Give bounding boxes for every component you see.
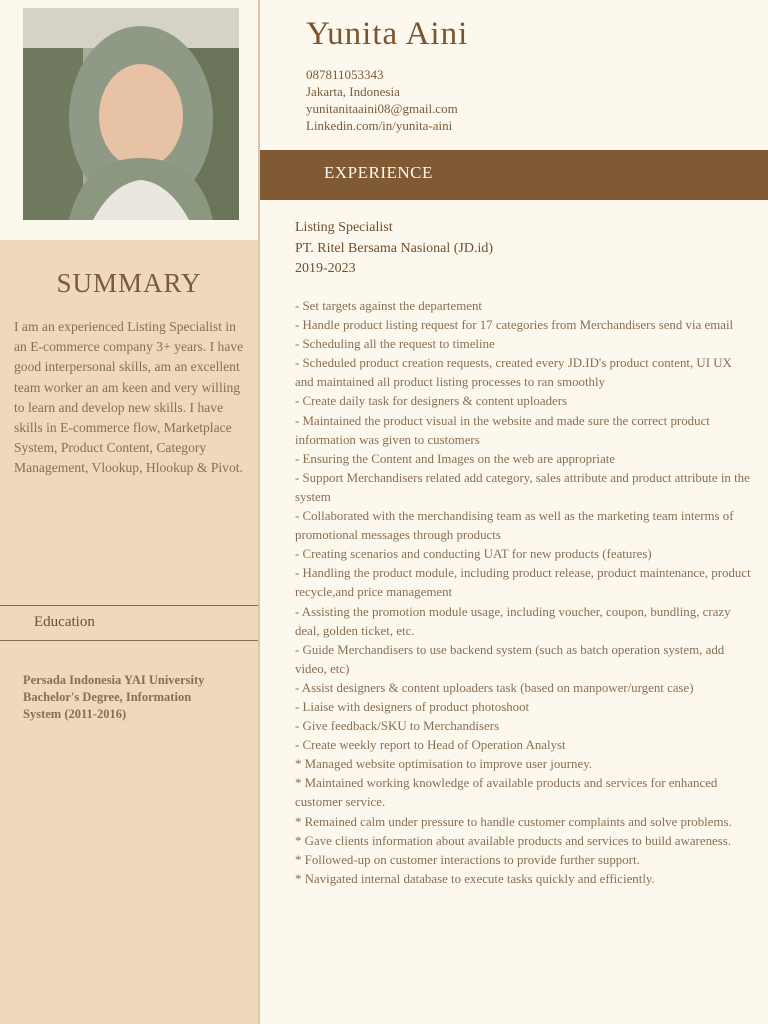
education-details [23,672,248,723]
linkedin-url: Linkedin.com/in/yunita-aini [306,118,453,133]
job-period: 2019-2023 [295,261,356,276]
duty-item: * Navigated internal database to execute tasks quickly and efficiently. [295,871,655,886]
education-bar [0,605,258,641]
education-line: Bachelor's Degree, Information [23,690,192,704]
summary-heading: SUMMARY [56,268,202,298]
contact-info [306,66,458,134]
experience-bar [260,150,768,200]
duty-item: - Handle product listing request for 17 categories from Merchandisers send via email [295,318,734,333]
duty-item: - Maintained the product visual in the website and made sure the correct product information was given to customers [295,413,710,447]
duty-item: - Create weekly report to Head of Operation Analyst [295,738,566,753]
education-heading: Education [34,614,95,630]
duty-item: * Followed-up on customer interactions to provide further support. [295,852,640,867]
duty-item: - Handling the product module, including product release, product maintenance, product recycle,and price management [295,566,751,600]
email-address: yunitanitaaini08@gmail.com [306,101,458,116]
duty-item: - Give feedback/SKU to Merchandisers [295,719,500,734]
profile-photo [23,8,239,220]
duty-item: - Create daily task for designers & content uploaders [295,394,568,409]
duty-item: - Creating scenarios and conducting UAT for new products (features) [295,547,652,562]
job-role: Listing Specialist [295,220,393,235]
phone-number: 087811053343 [306,67,384,82]
duty-item: - Assisting the promotion module usage, including voucher, coupon, bundling, crazy deal, golden ticket, etc. [295,604,731,638]
experience-heading: EXPERIENCE [324,163,433,182]
duty-item: - Scheduled product creation requests, created every JD.ID's product content, UI UX and maintained all product listing processes to ran smoothly [295,356,732,390]
left-column [0,0,258,1024]
education-line: System (2011-2016) [23,707,127,721]
duty-item: - Assist designers & content uploaders task (based on manpower/urgent case) [295,680,694,695]
job-company: PT. Ritel Bersama Nasional (JD.id) [295,240,494,256]
duty-item: - Set targets against the departement [295,299,482,313]
duty-item: * Managed website optimisation to improve user journey. [295,757,593,772]
duty-item: - Scheduling all the request to timeline [295,337,495,352]
duty-item: * Maintained working knowledge of available products and services for enhanced customer service. [295,776,718,810]
duty-item: - Liaise with designers of product photoshoot [295,699,530,714]
candidate-name: Yunita Aini [306,16,469,52]
summary-text: I am an experienced Listing Specialist in an E-commerce company 3+ years. I have good interpersonal skills, am an excellent team worker an am keen and very willing to learn and develop new skills. I have skills in E-commerce flow, Marketplace System, Product Content, Category Management, Vlookup, Hlookup & Pivot. [14,319,244,476]
location: Jakarta, Indonesia [306,84,400,99]
duty-item: * Remained calm under pressure to handle customer complaints and solve problems. [295,814,732,829]
duty-item: - Guide Merchandisers to use backend system (such as batch operation system, add video, etc) [295,642,725,676]
job-header [295,218,493,280]
duty-item: - Collaborated with the merchandising team as well as the marketing team interms of promotional messages through products [295,509,734,543]
job-duties [295,297,753,889]
duty-item: - Ensuring the Content and Images on the web are appropriate [295,451,616,466]
duty-item: * Gave clients information about available products and services to build awareness. [295,833,731,848]
duty-item: - Support Merchandisers related add category, sales attribute and product attribute in the system [295,470,750,504]
education-line: Persada Indonesia YAI University [23,673,205,687]
